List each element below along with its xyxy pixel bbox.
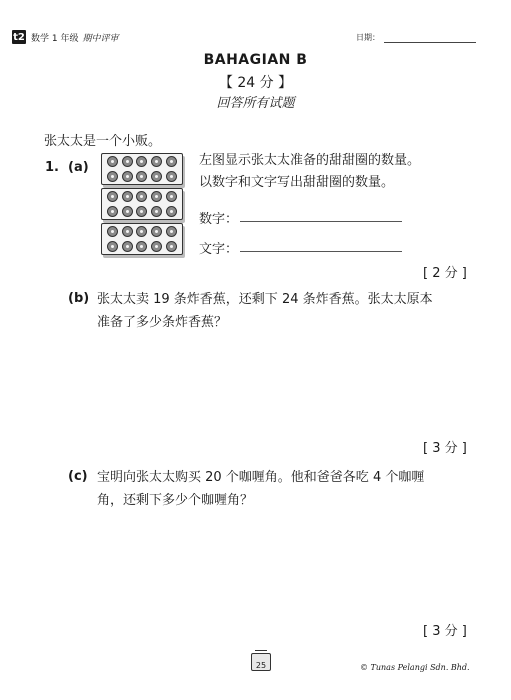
publisher-logo: t2: [13, 31, 25, 43]
donut-icon: [136, 156, 147, 167]
word-answer-field[interactable]: [240, 251, 402, 252]
donut-icon: [122, 241, 133, 252]
donut-icon: [122, 226, 133, 237]
number-answer-label: 数字：: [199, 212, 239, 227]
donut-icon: [166, 226, 177, 237]
part-b-text-line2: 准备了多少条炸香蕉？: [97, 315, 228, 330]
donut-icon: [151, 206, 162, 217]
donut-icon: [166, 156, 177, 167]
part-b-label: (b): [68, 291, 90, 306]
donut-icon: [122, 206, 133, 217]
donut-icon: [107, 206, 118, 217]
donut-icon: [166, 171, 177, 182]
donut-icon: [107, 191, 118, 202]
page-number-calendar-icon: [251, 653, 271, 671]
donut-tray: [101, 153, 183, 185]
part-b-text-line1: 张太太卖 19 条炸香蕉，还剩下 24 条炸香蕉。张太太原本: [97, 292, 433, 307]
word-answer-label: 文字：: [199, 242, 239, 257]
part-c-label: (c): [68, 469, 88, 484]
date-line: [384, 42, 476, 43]
date-label: 日期：: [356, 33, 380, 42]
donut-icon: [107, 241, 118, 252]
donut-icon: [151, 226, 162, 237]
copyright-notice: © Tunas Pelangi Sdn. Bhd.: [360, 663, 470, 672]
donut-icon: [122, 171, 133, 182]
donut-icon: [151, 171, 162, 182]
donut-icon: [136, 191, 147, 202]
donut-icon: [166, 206, 177, 217]
part-b-marks: [ 3 分 ]: [423, 441, 467, 456]
donut-icon: [107, 156, 118, 167]
part-c-text-line1: 宝明向张太太购买 20 个咖喱角。他和爸爸各吃 4 个咖喱: [97, 470, 425, 485]
donut-icon: [122, 191, 133, 202]
donut-icon: [122, 156, 133, 167]
donut-tray: [101, 223, 183, 255]
part-a-text-line2: 以数字和文字写出甜甜圈的数量。: [199, 175, 395, 190]
part-a-label: (a): [68, 160, 89, 175]
donut-icon: [166, 241, 177, 252]
donut-icon: [136, 226, 147, 237]
section-title: BAHAGIAN B: [203, 52, 308, 68]
question-number: 1.: [45, 160, 59, 175]
donut-icon: [136, 206, 147, 217]
header-title: [31, 31, 118, 44]
donut-icon: [107, 226, 118, 237]
intro-text: 张太太是一个小贩。: [44, 134, 162, 149]
donut-icon: [166, 191, 177, 202]
part-c-answer-space[interactable]: [97, 518, 477, 608]
donut-icon: [151, 156, 162, 167]
donut-icon: [136, 171, 147, 182]
section-instruction: 回答所有试题: [216, 96, 295, 111]
part-c-text-line2: 角，还剩下多少个咖喱角？: [97, 493, 254, 508]
section-marks: 【 24 分 】: [218, 75, 293, 91]
page-number: 25: [255, 661, 267, 670]
part-a-marks: [ 2 分 ]: [423, 266, 467, 281]
donut-icon: [107, 171, 118, 182]
part-b-answer-space[interactable]: [97, 340, 477, 430]
donut-icon: [151, 241, 162, 252]
number-answer-field[interactable]: [240, 221, 402, 222]
header-subject: 数学 1 年级: [31, 34, 79, 44]
part-a-text-line1: 左图显示张太太准备的甜甜圈的数量。: [199, 153, 421, 168]
header-subtitle: 期中评审: [82, 34, 119, 44]
part-c-marks: [ 3 分 ]: [423, 624, 467, 639]
donut-icon: [151, 191, 162, 202]
donut-icon: [136, 241, 147, 252]
donut-tray: [101, 188, 183, 220]
